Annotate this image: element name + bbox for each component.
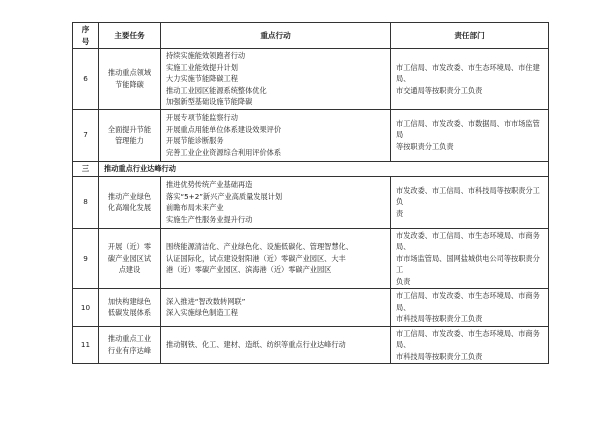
action-line: 推动钢铁、化工、建材、造纸、纺织等重点行业达峰行动 bbox=[166, 340, 346, 349]
table-row bbox=[73, 109, 549, 161]
action-line: 实施工业能效提升计划 bbox=[166, 62, 238, 72]
action-line: 实施生产性服务业提升行动 bbox=[166, 214, 253, 224]
table-row bbox=[73, 326, 549, 364]
section-number: 三 bbox=[73, 161, 99, 176]
task-line: 点建设 bbox=[118, 265, 141, 274]
table-row bbox=[73, 176, 549, 228]
task-line: 推动产业绿色 bbox=[107, 191, 152, 201]
action-line: 推进优势传统产业基础再造 bbox=[166, 180, 253, 189]
action-cell bbox=[161, 228, 391, 289]
task-line: 节能降碳 bbox=[115, 79, 144, 89]
dept-line: 市交通局等按职责分工负责 bbox=[396, 85, 483, 95]
row-number: 11 bbox=[73, 326, 99, 364]
action-cell bbox=[161, 109, 391, 161]
task-line: 全面提升节能 bbox=[107, 124, 152, 134]
header-no: 序号 bbox=[73, 23, 99, 49]
task-table bbox=[72, 22, 549, 364]
table-row bbox=[73, 289, 549, 327]
dept-line: 市工信局、市发改委、市数据局、市市场监管局 bbox=[396, 118, 540, 140]
header-dept: 责任部门 bbox=[391, 23, 549, 49]
task-line: 低碳发展体系 bbox=[107, 308, 152, 318]
action-line: 加强新型基础设施节能降碳 bbox=[166, 97, 253, 106]
task-line: 化高端化发展 bbox=[107, 203, 152, 212]
dept-cell bbox=[391, 109, 549, 161]
action-line: 开展专项节能监察行动 bbox=[166, 113, 238, 122]
dept-cell bbox=[391, 326, 549, 364]
task-cell bbox=[99, 176, 161, 228]
row-number: 7 bbox=[73, 109, 99, 161]
dept-line: 责 bbox=[396, 208, 404, 218]
action-line: 完善工业企业资源综合利用评价体系 bbox=[166, 147, 282, 157]
section-title: 推动重点行业达峰行动 bbox=[99, 161, 549, 176]
dept-cell bbox=[391, 289, 549, 327]
header-action: 重点行动 bbox=[161, 23, 391, 49]
dept-line: 市工信局、市发改委、市生态环境局、市住建局、 bbox=[396, 62, 540, 83]
dept-line: 市科技局等按职责分工负责 bbox=[396, 351, 483, 361]
dept-cell bbox=[391, 176, 549, 228]
action-cell bbox=[161, 326, 391, 364]
action-line: 落实“5+2”新兴产业高质量发展计划 bbox=[166, 191, 283, 201]
task-line: 开展（近）零 bbox=[107, 242, 152, 251]
task-cell bbox=[99, 326, 161, 364]
task-cell bbox=[99, 228, 161, 289]
action-line: 深入推进“智改数转网联” bbox=[166, 296, 246, 306]
row-number: 8 bbox=[73, 176, 99, 228]
dept-cell bbox=[391, 49, 549, 110]
task-cell bbox=[99, 109, 161, 161]
dept-cell bbox=[391, 228, 549, 289]
action-line: 推动工业园区能源系统整体优化 bbox=[166, 85, 267, 95]
task-cell bbox=[99, 49, 161, 110]
table-row bbox=[73, 49, 549, 110]
task-line: 行业有序达峰 bbox=[107, 345, 152, 355]
task-line: 管理能力 bbox=[115, 136, 144, 145]
dept-line: 市发改委、市工信局、市生态环境局、市商务局、 bbox=[396, 230, 540, 251]
row-number: 6 bbox=[73, 49, 99, 110]
action-line: 开展节能诊断服务 bbox=[166, 136, 224, 145]
action-line: 深入实施绿色制造工程 bbox=[166, 308, 238, 318]
action-line: 开展重点用能单位体系建设效果评价 bbox=[166, 124, 282, 134]
task-line: 推动重点工业 bbox=[107, 334, 152, 344]
task-cell bbox=[99, 289, 161, 327]
dept-line: 市市场监管局、国网盐城供电公司等按职责分工 bbox=[396, 253, 540, 274]
dept-line: 市工信局、市发改委、市生态环境局、市商务局、 bbox=[396, 328, 540, 349]
task-line: 加快构建绿色 bbox=[107, 296, 152, 306]
action-line: 围绕能源清洁化、产业绿色化、设施低碳化、管理智慧化、 bbox=[166, 242, 353, 251]
task-line: 碳产业园区试 bbox=[107, 253, 152, 263]
action-cell bbox=[161, 49, 391, 110]
action-line: 港（近）零碳产业园区、滨海港（近）零碳产业园区 bbox=[166, 265, 332, 274]
table-row bbox=[73, 228, 549, 289]
section-row bbox=[73, 161, 549, 176]
row-number: 10 bbox=[73, 289, 99, 327]
action-cell bbox=[161, 289, 391, 327]
action-line: 大力实施节能降碳工程 bbox=[166, 74, 238, 83]
header-row bbox=[73, 23, 549, 49]
dept-line: 市工信局、市发改委、市生态环境局、市商务局、 bbox=[396, 291, 540, 312]
dept-line: 市发改委、市工信局、市科技局等按职责分工负 bbox=[396, 185, 540, 207]
task-line: 推动重点领域 bbox=[107, 68, 152, 78]
action-cell bbox=[161, 176, 391, 228]
dept-line: 市科技局等按职责分工负责 bbox=[396, 314, 483, 323]
action-line: 持续实施能效领跑者行动 bbox=[166, 51, 246, 60]
action-line: 认证国际化，试点建设射阳港（近）零碳产业园区、大丰 bbox=[166, 253, 346, 263]
header-task: 主要任务 bbox=[99, 23, 161, 49]
dept-line: 负责 bbox=[396, 276, 411, 286]
row-number: 9 bbox=[73, 228, 99, 289]
dept-line: 等按职责分工负责 bbox=[396, 141, 454, 151]
action-line: 前瞻布局未来产业 bbox=[166, 203, 224, 212]
